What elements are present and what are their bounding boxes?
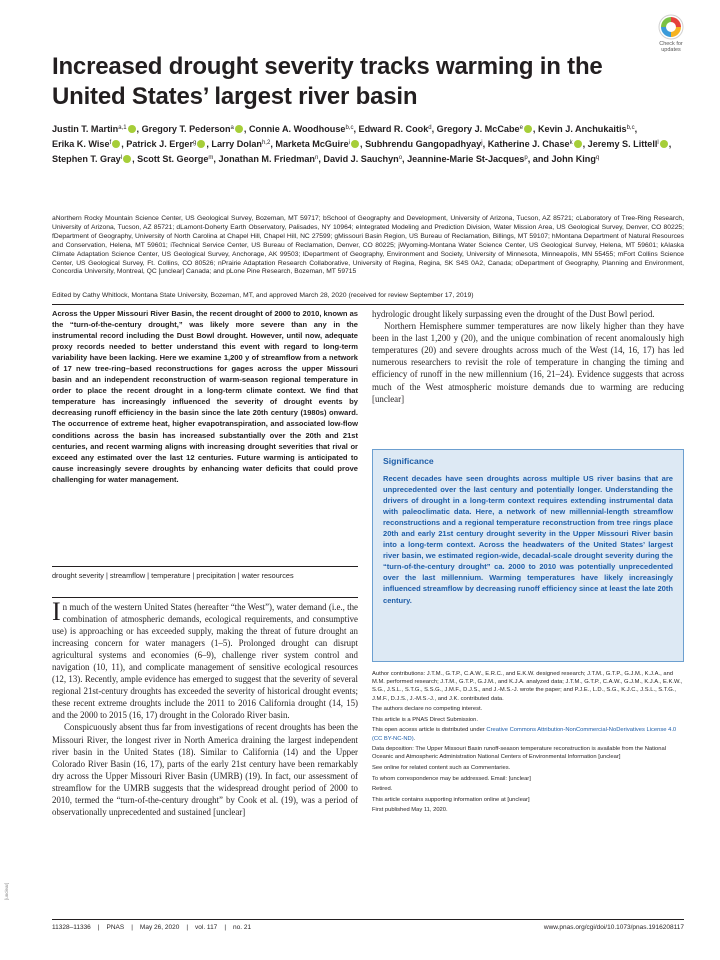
author-separator: , — [136, 124, 140, 134]
check-for-updates-badge[interactable] — [650, 14, 692, 60]
author-affiliation-mark: n — [314, 155, 319, 162]
author-name-text: Connie A. Woodhouse — [248, 124, 346, 134]
author-name — [533, 154, 600, 164]
author-affiliation-mark: h,2 — [261, 140, 271, 147]
author-affiliation-mark: k — [569, 140, 573, 147]
abstract: Across the Upper Missouri River Basin, the recent drought of 2000 to 2010, known as the “turn-of-the-century drought,” was likely more severe than any in the instrumental record including the Dust Bowl drought. However, until now, adequate proxy records needed to better understand this event with regard to long-term variability have been lacking. Here we examine 1,200 y of streamflow from a network of 17 new tree-ring–based reconstructions for gages across the upper Missouri basin and an independent reconstruction of warm-season regional temperature in order to place the recent drought in a long-term climate context. We find that temperature has increasingly influenced the severity of drought events by decreasing runoff efficiency in the basin since the late 20th century (1980s) onward. The occurrence of extreme heat, higher evapotranspiration, and associated low-flow conditions across the basin has increased substantially over the 20th and 21st centuries, and recent warming aligns with increasing drought severities that rival or exceed any estimated over the last 12 centuries. Future warming is anticipated to cause increasingly severe droughts by enhancing water deficits that could prove challenging for water management. — [52, 309, 358, 484]
author-separator: , — [213, 154, 216, 165]
supporting-information: This article contains supporting information online at [unclear] — [372, 796, 530, 803]
orcid-icon[interactable] — [128, 125, 136, 133]
body-right-column — [372, 308, 684, 405]
author-name-text: Katherine J. Chase — [487, 139, 570, 150]
author-name-text: Scott St. George — [137, 154, 209, 165]
edited-by: Edited by Cathy Whitlock, Montana State University, Bozeman, MT, and approved March 28, 2020 (received for review September 17, 2019) — [52, 292, 474, 299]
orcid-icon[interactable] — [574, 140, 582, 148]
author-name — [142, 124, 247, 134]
header-divider — [52, 304, 684, 305]
orcid-icon[interactable] — [524, 125, 532, 133]
author-separator: , — [482, 139, 486, 150]
check-for-updates-icon — [658, 14, 684, 40]
footer-divider — [52, 919, 684, 920]
author-list — [52, 122, 680, 168]
orcid-icon[interactable] — [197, 140, 205, 148]
author-affiliation-mark: d — [428, 125, 432, 131]
footer-pages: 11328–11336 — [52, 924, 91, 931]
author-name — [52, 124, 139, 134]
author-name — [249, 124, 356, 134]
author-name-text: Jeannine-Marie St-Jacques — [407, 154, 525, 165]
footer-volume: vol. 117 — [195, 924, 218, 931]
author-separator: , — [206, 139, 209, 150]
author-affiliation-mark: b,c — [345, 125, 354, 131]
author-name — [538, 124, 637, 134]
author-separator: , — [360, 139, 363, 150]
significance-text: Recent decades have seen droughts across multiple US river basins that are unprecedented over the last century and potentially longer. Understanding the drivers of drought in a long-term context requires extending instrumental data with paleoclimatic data. Here, a network of new millennial-length streamflow reconstructions and a regional temperature reconstruction from tree rings place 20th and early 21st century drought severity in the Upper Missouri River basin into a long-term context. Across the headwaters of the United States’ largest river basin, we estimated region-wide, decadal-scale drought severity during the “turn-of-the-century drought” ca. 2000 to 2010 was potentially unprecedented over the last millennium. Warming temperatures have likely increasingly influenced streamflow by decreasing runoff efficiency since at least the late 20th century. — [383, 474, 673, 605]
author-name — [126, 139, 209, 149]
author-name-text: Jeremy S. Littell — [587, 139, 658, 150]
footer-date: May 26, 2020 — [139, 924, 180, 931]
body-paragraph-1-text: n much of the western United States (hereafter “the West”), water demand (i.e., the combination of atmospheric demands, ecological requirements, and consumptive use) is approaching or has exceeded supply, making the threat of future drought an increasing concern for water managers (1–5). Prolonged drought can disrupt agricultural systems and economies (6–9), challenge river system control and navigation (10, 11), and complicate management of sensitive ecological resources (12, 13). Recently, ample evidence has emerged to suggest that the severity of several regional 21st-century droughts has exceeded the severity of historical drought events; these recent extreme droughts include the 2011 to 2016 California drought (14, 15) and the 2000 to 2015 (16, 17) drought in the Colorado River basin. — [52, 602, 358, 721]
author-name-text: Edward R. Cook — [358, 124, 429, 134]
license-note — [372, 726, 684, 742]
author-affiliation-mark: i — [348, 140, 351, 147]
check-for-updates-label: Check for updates — [659, 41, 683, 53]
author-name-text: Subhrendu Gangopadhyay — [365, 139, 482, 150]
drop-cap: I — [52, 597, 61, 626]
author-name — [218, 154, 320, 164]
side-note-text: [unclear] — [4, 882, 9, 900]
author-name — [588, 139, 672, 149]
author-separator: , — [402, 154, 405, 165]
author-affiliation-mark: e — [519, 125, 523, 131]
significance-heading: Significance — [383, 456, 434, 466]
body-right-paragraph-2: Northern Hemisphere summer temperatures are now likely higher than they have been in the last 1,200 y (20), and the unique combination of recent anomalously high temperatures (20) and severe droughts across much of the West (14, 16, 17) has led numerous researchers to revisit the role of temperature in changing the timing and efficiency of runoff in the new millennium (16, 21–24). Evidence suggests that across much of the West atmospheric moisture demands due to warming are reducing [unclear] — [372, 321, 684, 404]
author-contributions: Author contributions: J.T.M., G.T.P., C.A.W., E.R.C., and E.K.W. designed research; J.T.M., G.T.P., G.J.M., K.J.A., and M.M. performed research; J.T.M., G.T.P., G.J.M., and K.J.A. analyzed data; J.T.M., G.T.P., C.A.W., G.J.M., K.J.A., E.K.W., S.G., J.S.L., S.T.G., S.S.G., J.M.F., D.J.S., and J.-M.S.-J. wrote the paper; and P.J.E., L.D., S.G., K.J.C., J.S.L., S.T.G., J.M.F., D.J.S., J.-M.S.-J., and J.K. contributed data. — [372, 671, 683, 702]
license-link[interactable]: Creative Commons Attribution-NonCommercial-NoDerivatives License 4.0 (CC BY-NC-ND) — [372, 727, 677, 742]
author-separator: , — [532, 124, 536, 134]
retired-note: Retired. — [372, 786, 393, 793]
abstract-divider — [52, 566, 358, 567]
author-name-text: and John King — [532, 154, 596, 165]
author-separator: , — [582, 139, 586, 150]
author-name-text: Larry Dolan — [211, 139, 262, 150]
author-name-text: Gregory J. McCabe — [436, 124, 520, 134]
author-separator: , — [431, 124, 435, 134]
orcid-icon[interactable] — [235, 125, 243, 133]
author-name-text: Gregory T. Pederson — [141, 124, 231, 134]
author-name — [52, 139, 124, 149]
author-name — [488, 139, 585, 149]
author-separator: , — [132, 154, 135, 165]
body-paragraph-1 — [52, 597, 358, 721]
author-name-text: David J. Sauchyn — [323, 154, 399, 165]
author-affiliation-mark: p — [524, 155, 528, 162]
author-separator: , — [527, 154, 531, 165]
competing-interest: The authors declare no competing interest. — [372, 706, 483, 713]
author-affiliation-mark: g — [193, 140, 197, 147]
author-name — [137, 154, 216, 164]
see-online: See online for related content such as Commentaries. — [372, 764, 511, 771]
author-name-text: Erika K. Wise — [52, 139, 110, 150]
side-note — [4, 700, 14, 900]
author-name-text: Patrick J. Erger — [126, 139, 194, 150]
author-name-text: Kevin J. Anchukaitis — [537, 124, 627, 134]
orcid-icon[interactable] — [120, 155, 131, 163]
author-separator: , — [353, 124, 356, 134]
footer-journal: PNAS — [106, 924, 125, 931]
keywords-divider — [52, 597, 358, 598]
author-affiliation-mark: b,c — [626, 125, 635, 131]
author-affiliation-mark: a,1 — [118, 125, 127, 131]
direct-submission: This article is a PNAS Direct Submission. — [372, 716, 478, 723]
author-separator: , — [121, 139, 124, 150]
first-published: First published May 11, 2020. — [372, 807, 448, 814]
author-name — [323, 154, 404, 164]
author-affiliation-mark: m — [208, 155, 214, 162]
author-name-text: Stephen T. Gray — [52, 154, 121, 165]
author-affiliation-mark: q — [595, 155, 600, 162]
footer-citation: 11328–11336 | PNAS | May 26, 2020 | vol. 117 | no. 21 — [52, 924, 252, 931]
correspondence: To whom correspondence may be addressed. Email: [unclear] — [372, 775, 531, 782]
keywords: drought severity | streamflow | temperature | precipitation | water resources — [52, 571, 294, 580]
author-affiliation-mark: l — [120, 155, 123, 162]
author-separator: , — [668, 139, 672, 150]
article-notes — [372, 670, 684, 817]
body-left-column — [52, 597, 358, 818]
author-affiliation-mark: j — [481, 140, 483, 147]
author-name — [365, 139, 485, 149]
author-name — [359, 124, 435, 134]
significance-box — [372, 449, 684, 662]
author-name-text: Jonathan M. Friedman — [218, 154, 315, 165]
author-separator: , — [318, 154, 321, 165]
author-affiliation-mark: l — [657, 140, 659, 147]
author-name-text: Marketa McGuire — [275, 139, 349, 150]
orcid-icon[interactable] — [109, 140, 120, 148]
author-affiliation-mark: f — [109, 140, 112, 147]
author-name — [52, 154, 135, 164]
footer-number: no. 21 — [233, 924, 252, 931]
author-affiliation-mark: o — [398, 155, 403, 162]
orcid-icon[interactable] — [660, 140, 668, 148]
body-right-paragraph-1: hydrologic drought likely surpassing even the drought of the Dust Bowl period. — [372, 309, 655, 319]
body-paragraph-2: Conspicuously absent thus far from investigations of recent droughts has been the Missouri River, the longest river in North America draining the largest independent river basin in the United States (18). Similar to California (14) and the Upper Colorado River Basin (16, 17), parts of the early 21st century have been remarkably dry across the Upper Missouri River Basin (UMRB) (19). In fact, our assessment of streamflow for the UMRB suggests that the widespread drought period of 2000 to 2010, termed the “turn-of-the-century drought” by Cook et al. (19), was a period of observationally unprecedented and sustained [unclear] — [52, 722, 358, 817]
author-separator: , — [270, 139, 273, 150]
author-affiliation-mark: a — [230, 125, 234, 131]
author-name — [437, 124, 536, 134]
author-name — [407, 154, 530, 164]
data-deposition: Data deposition: The Upper Missouri Basin runoff-season temperature reconstruction is available from the National Oceanic and Atmospheric Administration National Centers of Environmental Information [unclear] — [372, 746, 666, 761]
license-prefix: This open access article is distributed under — [372, 727, 487, 734]
orcid-icon[interactable] — [348, 140, 359, 148]
author-separator: , — [634, 124, 638, 134]
author-name — [275, 139, 362, 149]
paper-title: Increased drought severity tracks warming in the United States’ largest river basin — [52, 53, 603, 110]
author-separator: , — [243, 124, 247, 134]
author-name-text: Justin T. Martin — [52, 124, 119, 134]
author-name — [211, 139, 272, 149]
footer-doi-link[interactable]: www.pnas.org/cgi/doi/10.1073/pnas.1916208117 — [543, 924, 684, 931]
affiliations: aNorthern Rocky Mountain Science Center, US Geological Survey, Bozeman, MT 59717; bSchool of Geography and Development, University of Arizona, Tucson, AZ 85721; cLaboratory of Tree-Ring Research, University of Arizona, Tucson, AZ 85721; dLamont-Doherty Earth Observatory, Palisades, NY 10964; eIntegrated Modeling and Prediction Division, Water Mission Area, US Geological Survey, Denver, CO 80225; fDepartment of Geography, University of North Carolina at Chapel Hill, Chapel Hill, NC 27599; gMissouri Basin Region, US Bureau of Reclamation, Billings, MT 59107; hMontana Department of Natural Resources and Conservation, Helena, MT 59601; iTechnical Service Center, US Bureau of Reclamation, Denver, CO 80225; jWyoming-Montana Water Science Center, US Geological Survey, Helena, MT 59601; kAlaska Climate Adaptation Science Center, US Geological Survey, Anchorage, AK 99503; lDepartment of Geography, Environment and Society, University of Minnesota, Minneapolis, MN 55455; mFort Collins Science Center, US Geological Survey, Ft. Collins, CO 80526; nPrairie Adaptation Research Collaborative, University of Regina, Regina, SK S4S 0A2, Canada; oDepartment of Geography, Planning and Environment, Concordia University, Montreal, QC [unclear] Canada; and pLone Pine Research, Bozeman, MT 59715 — [52, 215, 684, 276]
license-suffix: . — [413, 735, 416, 742]
